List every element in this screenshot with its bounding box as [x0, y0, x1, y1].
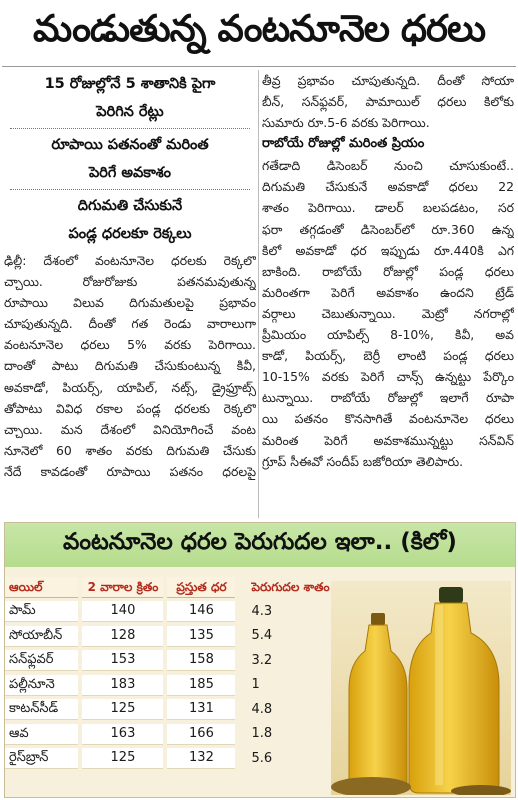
- subheading: రాబోయే రోజుల్లో మరింత ప్రియం: [262, 136, 425, 152]
- column-divider: [258, 70, 259, 518]
- table-title: వంటనూనెల ధరల పెరుగుదల ఇలా.. (కిలో): [5, 523, 515, 567]
- body-line: తీవ్ర ప్రభావం చూపుతున్నది. దీంతో సోయా: [262, 73, 514, 88]
- cell-old-price: 153: [82, 650, 163, 671]
- table-row: [5, 722, 335, 747]
- header-two-weeks-ago: 2 వారాల క్రితం: [82, 577, 163, 598]
- oil-bottles-photo: [331, 581, 511, 795]
- cell-oil: సన్‌ఫ్లవర్: [5, 650, 78, 671]
- cell-new-price: 131: [167, 699, 235, 720]
- cell-new-price: 166: [167, 724, 235, 745]
- header-current-price: ప్రస్తుత ధర: [167, 577, 235, 598]
- deck-line-1: 15 రోజుల్లోనే 5 శాతానికి పైగా: [44, 76, 216, 92]
- cell-percent: 4.8: [251, 701, 273, 717]
- deck-line-3: రూపాయి పతనంతో మరింత: [51, 137, 209, 153]
- deck-line-6: పండ్ల ధరలకూ రెక్కలు: [68, 226, 192, 242]
- cell-oil: పల్లీనూనె: [5, 675, 78, 696]
- headline-rule: [2, 66, 516, 67]
- body-line: బాకింది. రాబోయే రోజుల్లో పండ్ల ధరలు: [262, 263, 514, 279]
- cell-old-price: 140: [82, 601, 163, 622]
- body-line: సుమారు రూ.5-6 వరకు పెరిగాయి.: [262, 115, 430, 131]
- body-line: కిలో అవకాడో ధర ఇప్పుడు రూ.440కి ఎగ: [262, 242, 514, 258]
- body-line: రూపాయి విలువ దిగుమతులపై ప్రభావం: [4, 295, 256, 311]
- header-oil: ఆయిల్: [5, 577, 78, 598]
- table-row: [5, 673, 335, 698]
- body-line: దాంతో పాటు దిగుమతి చేసుకుంటున్న కివీ,: [4, 358, 256, 374]
- table-row: [5, 624, 335, 649]
- body-line: కాడో, పియర్స్, బెర్రీ లాంటి పండ్ల ధరలు: [262, 348, 514, 364]
- cell-new-price: 146: [167, 601, 235, 622]
- table-header-row: [5, 575, 335, 600]
- left-body-text: [4, 250, 256, 482]
- header-increase-percent: పెరుగుదల శాతం: [251, 580, 330, 595]
- price-table-box: [4, 522, 516, 798]
- cell-percent: 5.4: [251, 628, 273, 644]
- right-body-text: [262, 70, 514, 133]
- right-body-text-2: [262, 155, 514, 471]
- deck-line-5: దిగుమతి చేసుకునే: [77, 198, 183, 214]
- table-row: [5, 747, 335, 772]
- deck-line-2: పెరిగిన రేట్లు: [96, 104, 164, 120]
- body-line: 10-15% వరకు పెరిగే చాన్స్ ఉన్నట్టు పేర్కొం: [262, 369, 514, 385]
- table-row: [5, 649, 335, 674]
- cell-percent: 1: [251, 677, 260, 693]
- body-line: అవకాడో, పియర్స్, యాపిల్, నట్స్, డ్రైఫ్రూట్స్: [4, 379, 256, 395]
- cell-old-price: 125: [82, 699, 163, 720]
- deck-divider: [10, 189, 250, 190]
- body-line: శాతం పెరిగాయి. డాలర్ బలపడటం, సర: [262, 200, 514, 216]
- body-line: నూనెలో 60 శాతం వరకు దిగుమతి చేసుకు: [4, 442, 256, 458]
- cell-new-price: 158: [167, 650, 235, 671]
- cell-old-price: 128: [82, 626, 163, 647]
- cell-percent: 1.8: [251, 726, 273, 742]
- cell-old-price: 183: [82, 675, 163, 696]
- left-column: [4, 70, 256, 520]
- body-line: దిగుమతి చేసుకునే అవకాడో ధరలు 22: [262, 179, 514, 195]
- body-line: బీన్, సన్‌ఫ్లవర్, పామాయిల్ ధరలు కిలోకు: [262, 94, 514, 110]
- deck: [4, 70, 256, 248]
- body-line: వంటనూనెల ధరలు 5% వరకు పెరిగాయి.: [4, 337, 256, 353]
- deck-line-4: పెరిగే అవకాశం: [88, 165, 172, 181]
- cell-oil: కాటన్‌సీడ్: [5, 699, 78, 720]
- cell-new-price: 185: [167, 675, 235, 696]
- table-row: [5, 698, 335, 723]
- deck-divider: [10, 128, 250, 129]
- body-line: టున్నాయి. రాబోయే రోజుల్లో ఇలాగే రూపా: [262, 390, 514, 406]
- headline: మండుతున్న వంటనూనెల ధరలు: [32, 7, 486, 50]
- body-line: తోపాటు వివిధ రకాల పండ్ల ధరలకు రెక్కలొ: [4, 400, 256, 416]
- cell-percent: 5.6: [251, 750, 273, 766]
- cell-oil: సోయాబీన్: [5, 626, 78, 647]
- body-line: చ్చాయి. రోజురోజుకు పతనమవుతున్న: [4, 274, 256, 290]
- body-line: ఫరా తగ్గడంతో డిసెంబర్‌లో రూ.360 ఉన్న: [262, 221, 514, 237]
- body-line: చూపుతున్నది. దీంతో గత రెండు వారాలుగా: [4, 316, 256, 332]
- cell-percent: 3.2: [251, 652, 273, 668]
- cell-oil: రైస్‌బ్రాన్: [5, 748, 78, 769]
- body-line: చ్చాయి. మన దేశంలో వినియోగించే వంట: [4, 421, 256, 437]
- body-line: యి పతనం కొనసాగితే వంటనూనెల ధరలు: [262, 411, 514, 427]
- cell-new-price: 135: [167, 626, 235, 647]
- table-row: [5, 600, 335, 625]
- cell-percent: 4.3: [251, 603, 273, 619]
- cell-oil: పామ్: [5, 601, 78, 622]
- body-line: ప్రీమియం యాపిల్స్ 8-10%, కివీ, అవ: [262, 327, 514, 343]
- cell-old-price: 125: [82, 748, 163, 769]
- body-line: గతేడాది డిసెంబర్ నుంచి చూసుకుంటే..: [262, 158, 514, 174]
- cell-oil: ఆవ: [5, 724, 78, 745]
- body-line: గ్రూప్ సీఈవో సందీప్ బజోరియా తెలిపారు.: [262, 453, 464, 469]
- cell-old-price: 163: [82, 724, 163, 745]
- body-line: మరింతగా పెరిగే అవకాశం ఉందని ట్రేడ్: [262, 284, 514, 300]
- body-line: మరింత పెరిగే అవకాశమున్నట్టు సన్‌విన్: [262, 432, 514, 448]
- price-table: [5, 575, 335, 771]
- body-line: వర్గాలు చెబుతున్నాయి. మెట్రో నగరాల్లో: [262, 305, 514, 321]
- cell-new-price: 132: [167, 748, 235, 769]
- body-line: ఢిల్లీ: దేశంలో వంటనూనెల ధరలకు రెక్కలొ: [4, 253, 256, 268]
- body-line: నేదే కావడంతో రూపాయి పతనం ధరలపై: [4, 463, 256, 479]
- right-column: [262, 70, 514, 520]
